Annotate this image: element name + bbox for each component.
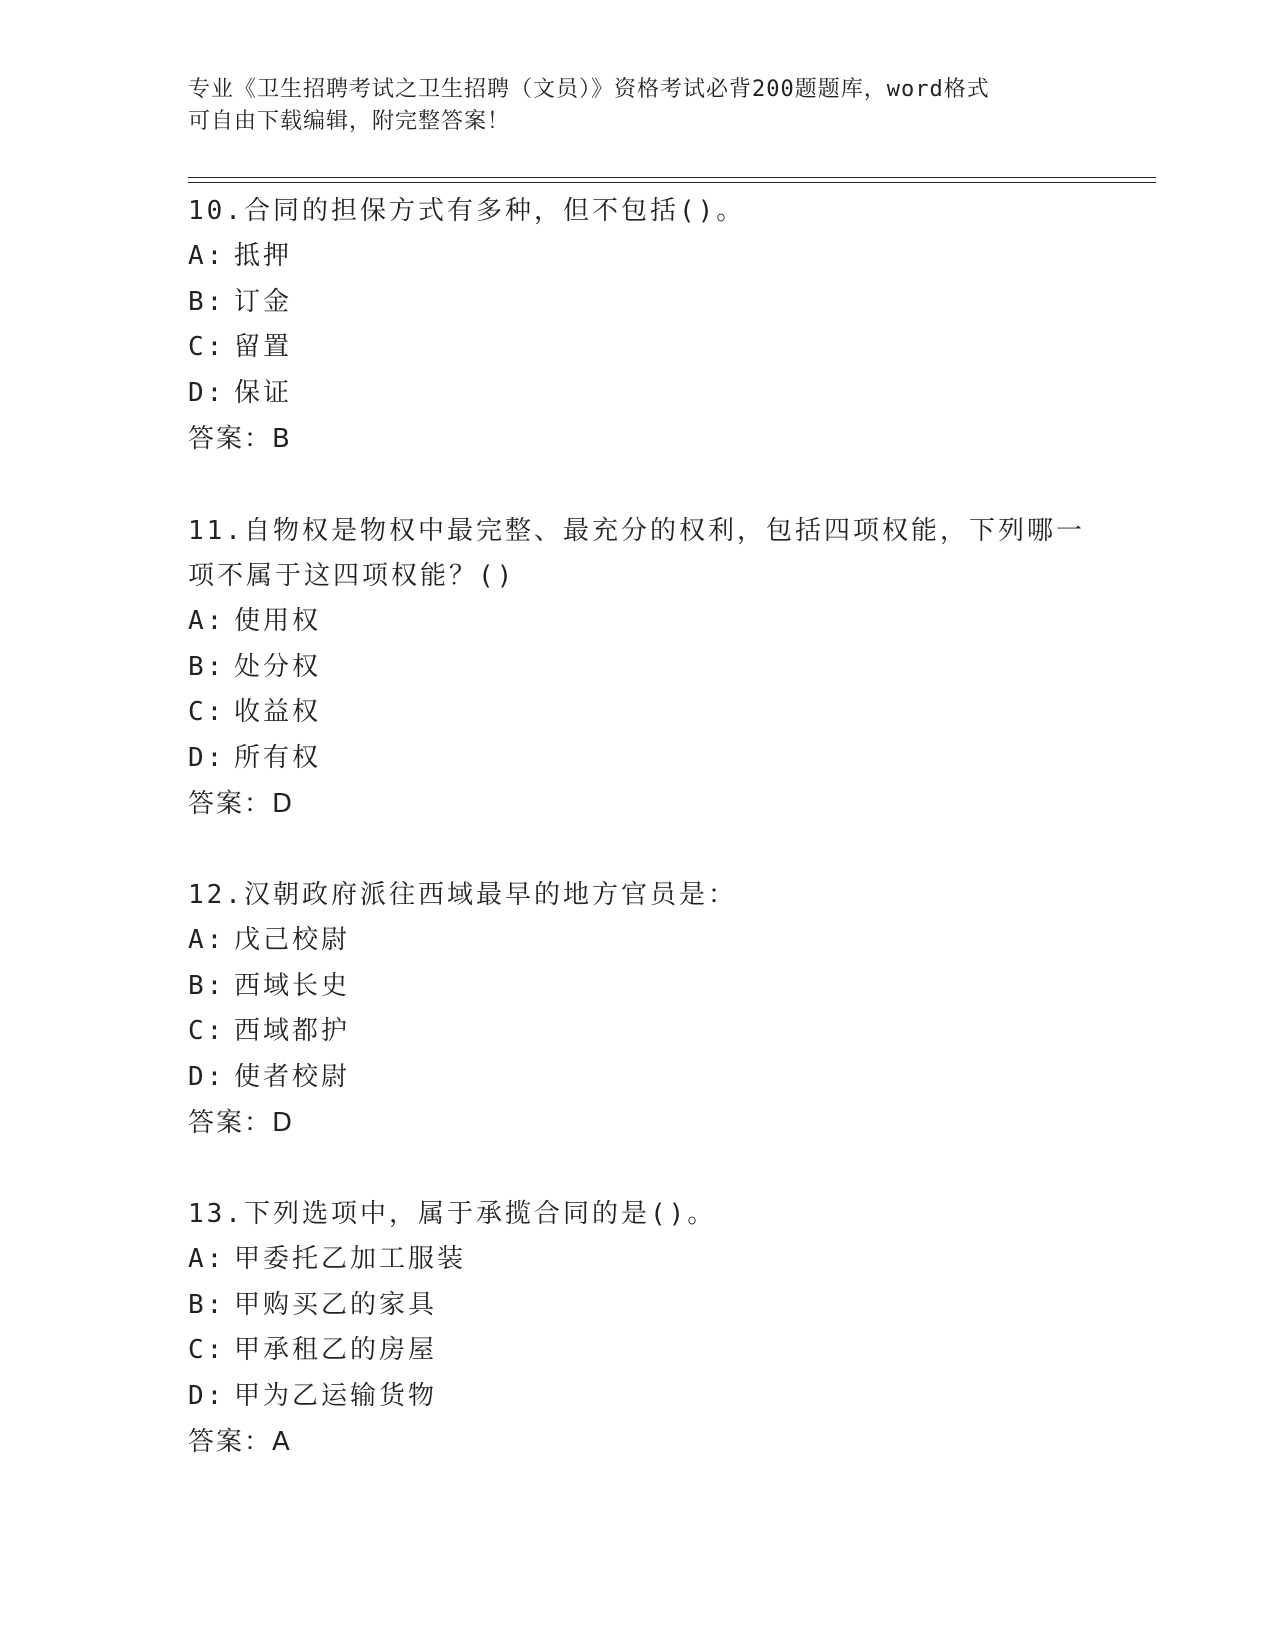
option-text: 甲为乙运输货物 (234, 1380, 438, 1411)
option-text: 留置 (234, 332, 293, 362)
question-stem (188, 873, 1118, 918)
question-stem-line: 13.下列选项中，属于承揽合同的是()。 (188, 1199, 717, 1229)
option-text: 订金 (234, 286, 293, 317)
question-stem (188, 189, 1118, 234)
option-d (188, 1055, 1118, 1101)
answer-line: 答案：A (188, 1427, 292, 1457)
option-key: D: (188, 377, 226, 408)
option-c (188, 690, 1118, 736)
option-text: 西域长史 (234, 970, 351, 1001)
option-d (188, 1374, 1118, 1420)
option-a (188, 599, 1118, 645)
option-text: 保证 (234, 377, 293, 408)
option-key: A: (188, 925, 226, 955)
option-text: 甲承租乙的房屋 (234, 1335, 438, 1365)
option-key: B: (188, 651, 226, 682)
option-text: 使用权 (234, 606, 322, 636)
option-b (188, 645, 1118, 691)
option-text: 使者校尉 (234, 1061, 351, 1092)
question-11 (188, 509, 1118, 827)
option-text: 甲购买乙的家具 (234, 1289, 438, 1320)
answer-line: 答案：B (188, 424, 292, 454)
option-a (188, 234, 1118, 280)
option-text: 戊己校尉 (234, 925, 351, 955)
question-stem-line: 10.合同的担保方式有多种，但不包括()。 (188, 196, 746, 226)
answer-line: 答案：D (188, 789, 295, 819)
option-a (188, 1237, 1118, 1283)
option-key: C: (188, 332, 226, 362)
question-12 (188, 873, 1118, 1146)
option-text: 甲委托乙加工服装 (234, 1244, 467, 1274)
answer-line: 答案：D (188, 1108, 295, 1138)
option-d (188, 371, 1118, 417)
option-c (188, 325, 1118, 371)
option-key: A: (188, 606, 226, 636)
option-b (188, 1283, 1118, 1329)
option-c (188, 1009, 1118, 1055)
option-a (188, 918, 1118, 964)
option-key: B: (188, 1289, 226, 1320)
question-stem (188, 1192, 1118, 1237)
header-divider-bottom (188, 182, 1156, 183)
option-d (188, 736, 1118, 782)
option-text: 处分权 (234, 651, 322, 682)
question-13 (188, 1192, 1118, 1465)
option-b (188, 280, 1118, 326)
question-stem (188, 509, 1118, 599)
question-stem-line: 11.自物权是物权中最完整、最充分的权利，包括四项权能，下列哪一 (188, 516, 1085, 546)
option-text: 抵押 (234, 241, 293, 271)
option-b (188, 964, 1118, 1010)
option-text: 所有权 (234, 742, 322, 773)
option-key: D: (188, 1061, 226, 1092)
option-text: 西域都护 (234, 1016, 351, 1046)
option-key: B: (188, 286, 226, 317)
option-key: C: (188, 697, 226, 727)
option-key: D: (188, 1380, 226, 1411)
question-10 (188, 189, 1118, 462)
option-text: 收益权 (234, 697, 322, 727)
option-key: C: (188, 1335, 226, 1365)
option-key: A: (188, 1244, 226, 1274)
option-key: A: (188, 241, 226, 271)
header-line-2: 可自由下载编辑，附完整答案！ (188, 109, 511, 134)
header-line-1: 专业《卫生招聘考试之卫生招聘（文员）》资格考试必背200题题库，word格式 (188, 77, 990, 102)
question-stem-line: 项不属于这四项权能？() (188, 561, 516, 591)
question-stem-line: 12.汉朝政府派往西域最早的地方官员是： (188, 880, 737, 910)
header-divider-top (188, 177, 1156, 178)
option-key: B: (188, 970, 226, 1001)
option-c (188, 1328, 1118, 1374)
option-key: D: (188, 742, 226, 773)
document-header (188, 74, 1088, 138)
option-key: C: (188, 1016, 226, 1046)
